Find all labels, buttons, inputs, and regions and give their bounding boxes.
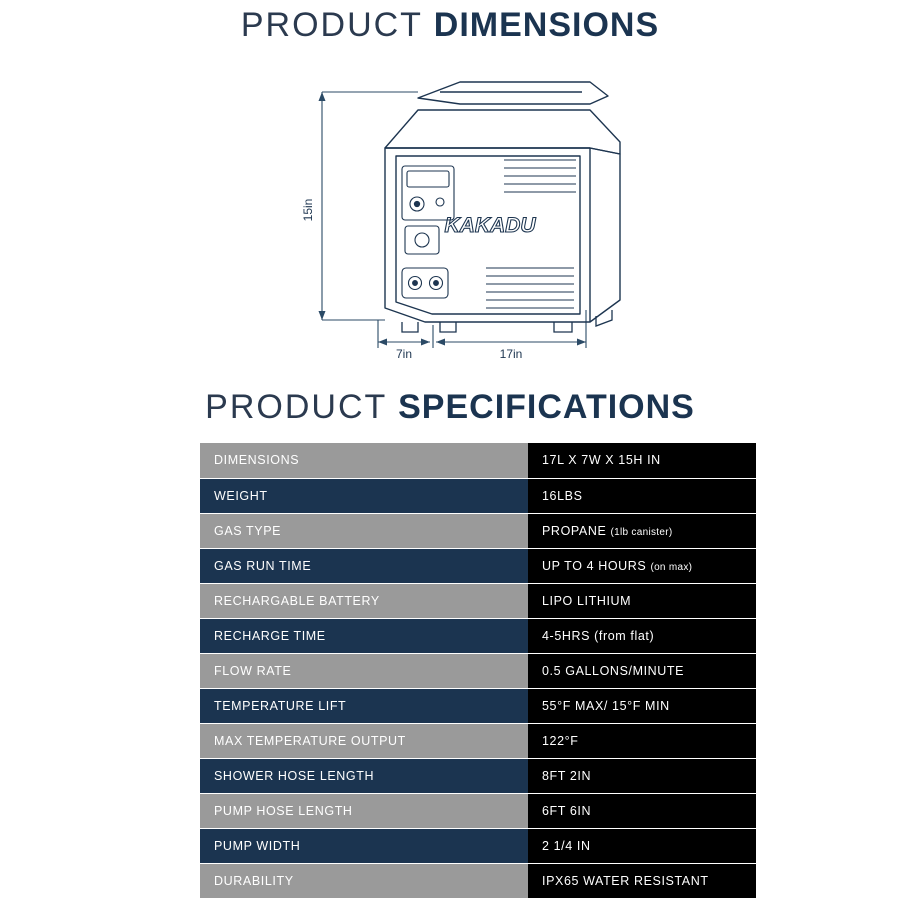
- table-row: [200, 758, 756, 793]
- spec-value: 122°F: [528, 723, 756, 758]
- spec-label: RECHARGE TIME: [200, 618, 528, 653]
- specifications-heading: [0, 388, 900, 427]
- spec-value: LIPO LITHIUM: [528, 583, 756, 618]
- specifications-heading-bold: SPECIFICATIONS: [398, 388, 695, 426]
- spec-value: PROPANE (1lb canister): [528, 513, 756, 548]
- product-dimensions-diagram: [290, 70, 690, 370]
- specifications-table-body: [200, 443, 756, 898]
- spec-label: DIMENSIONS: [200, 443, 528, 478]
- spec-label: DURABILITY: [200, 863, 528, 898]
- table-row: [200, 478, 756, 513]
- table-row: [200, 653, 756, 688]
- spec-label: RECHARGABLE BATTERY: [200, 583, 528, 618]
- specifications-table: [200, 443, 756, 899]
- table-row: [200, 443, 756, 478]
- spec-value: 16LBS: [528, 478, 756, 513]
- dimensions-heading-bold: DIMENSIONS: [433, 6, 660, 44]
- spec-label: FLOW RATE: [200, 653, 528, 688]
- spec-value: 55°F MAX/ 15°F MIN: [528, 688, 756, 723]
- brand-label: KAKADU: [444, 214, 536, 237]
- spec-value: 8FT 2IN: [528, 758, 756, 793]
- specifications-heading-light: PRODUCT: [205, 388, 399, 426]
- dimensions-heading-light: PRODUCT: [240, 6, 434, 44]
- table-row: [200, 548, 756, 583]
- table-row: [200, 723, 756, 758]
- width-label: 17in: [499, 347, 523, 361]
- table-row: [200, 863, 756, 898]
- spec-value-note: (1lb canister): [610, 526, 673, 538]
- table-row: [200, 793, 756, 828]
- spec-label: PUMP WIDTH: [200, 828, 528, 863]
- spec-value: 0.5 GALLONS/MINUTE: [528, 653, 756, 688]
- spec-label: GAS TYPE: [200, 513, 528, 548]
- spec-value: 17L X 7W X 15H IN: [528, 443, 756, 478]
- spec-value: 6FT 6IN: [528, 793, 756, 828]
- table-row: [200, 513, 756, 548]
- spec-value: 2 1/4 IN: [528, 828, 756, 863]
- table-row: [200, 828, 756, 863]
- dimensions-heading: [0, 6, 900, 45]
- height-label: 15in: [301, 198, 315, 222]
- spec-value-note: (on max): [650, 561, 693, 573]
- spec-label: MAX TEMPERATURE OUTPUT: [200, 723, 528, 758]
- spec-value: 4-5HRS (from flat): [528, 618, 756, 653]
- spec-value: UP TO 4 HOURS (on max): [528, 548, 756, 583]
- table-row: [200, 583, 756, 618]
- spec-label: TEMPERATURE LIFT: [200, 688, 528, 723]
- table-row: [200, 688, 756, 723]
- spec-label: PUMP HOSE LENGTH: [200, 793, 528, 828]
- spec-label: WEIGHT: [200, 478, 528, 513]
- depth-label: 7in: [395, 347, 413, 361]
- spec-label: GAS RUN TIME: [200, 548, 528, 583]
- spec-value: IPX65 WATER RESISTANT: [528, 863, 756, 898]
- table-row: [200, 618, 756, 653]
- spec-label: SHOWER HOSE LENGTH: [200, 758, 528, 793]
